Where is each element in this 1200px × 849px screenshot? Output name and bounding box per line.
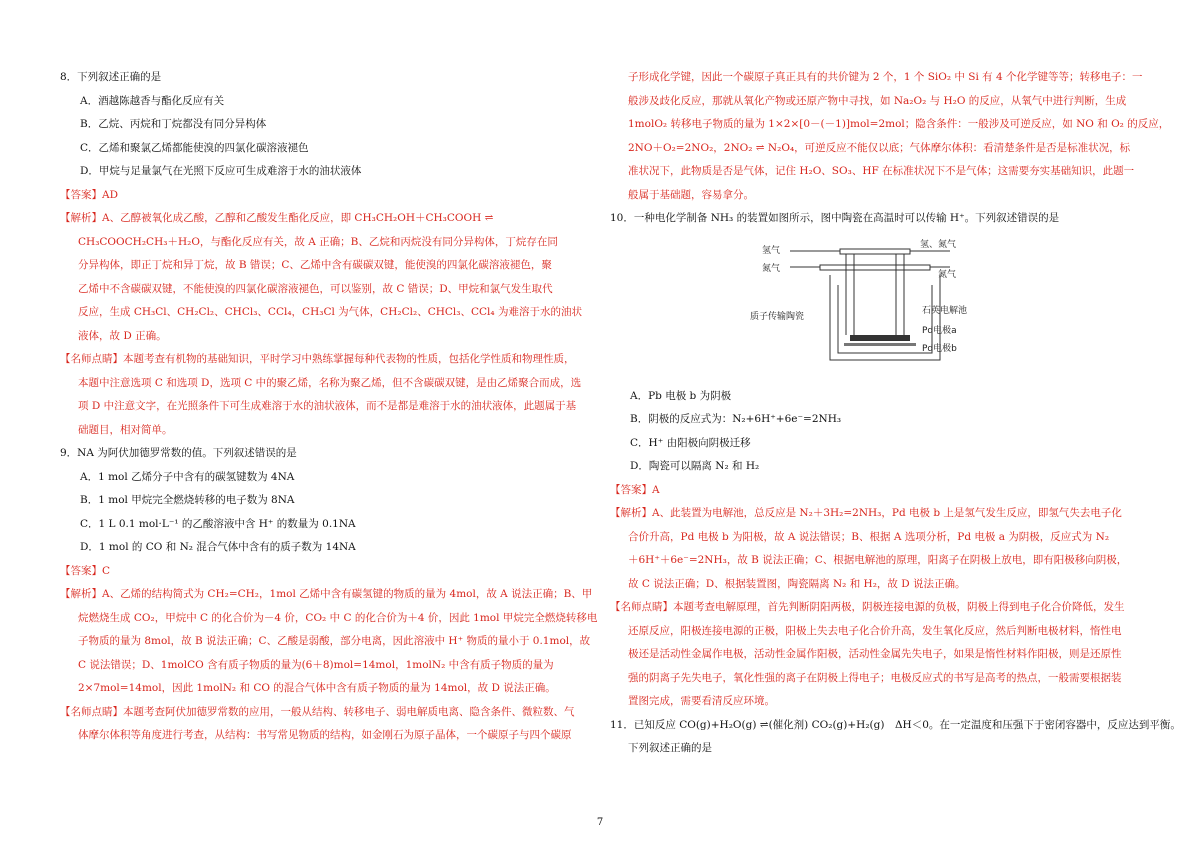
label-electrode-a: Pd电极a (922, 325, 957, 336)
text-line: A．Pb 电极 b 为阴极 (630, 389, 732, 402)
text-line: 2×7mol=14mol，因此 1molN₂ 和 CO 的混合气体中含有质子物质的量为 14mol，故 D 说法正确。 (78, 682, 556, 694)
text-line: D．1 mol 的 CO 和 N₂ 混合气体中含有的质子数为 14NA (80, 541, 356, 553)
text-line: 乙烯中不含碳碳双键，不能使溴的四氯化碳溶液褪色，可以鉴别，故 C 错误；D、甲烷和氯气发生取代 (78, 282, 553, 295)
text-line: 子物质的量为 8mol，故 B 说法正确；C、乙酸是弱酸，部分电离，因此溶液中 H⁺ 物质的量小于 0.1mol，故 (78, 635, 591, 647)
text-line: C．1 L 0.1 mol·L⁻¹ 的乙酸溶液中含 H⁺ 的数量为 0.1NA (80, 517, 356, 530)
text-line: 反应，生成 CH₃Cl、CH₂Cl₂、CHCl₃、CCl₄，CH₃Cl 为气体，CH₂Cl₂、CHCl₃、CCl₄ 为难溶于水的油状 (78, 306, 582, 318)
text-line: 极还是活动性金属作电极，活动性金属作阳极，活动性金属先失电子，如果是惰性材料作阳极，则是还原性 (628, 648, 1122, 660)
text-line: B．1 mol 甲烷完全燃烧转移的电子数为 8NA (80, 494, 295, 506)
inlet-tubes (846, 254, 904, 335)
text-line: 8．下列叙述正确的是 (60, 71, 162, 83)
mid-pipe-n2 (820, 265, 930, 270)
text-line: A．酒越陈越香与酯化反应有关 (80, 94, 225, 107)
text-line: 【名师点睛】本题考查电解原理，首先判断阴阳两极，阴极连接电源的负极，阴极上得到电子化合价降低，发生 (610, 601, 1125, 613)
text-line: 项 D 中注意文字，在光照条件下可生成难溶于水的油状液体，而不是都是难溶于水的油状液体，此题属于基 (78, 400, 577, 412)
quartz-cell-inner (838, 285, 932, 353)
text-line: A．1 mol 乙烯分子中含有的碳氢键数为 4NA (80, 470, 295, 483)
text-line: 还原反应，阳极连接电源的正极，阳极上失去电子化合价升高，发生氧化反应，然后判断电极材料，惰性电 (628, 624, 1122, 637)
text-line: 置图完成，需要看清反应环境。 (628, 695, 775, 707)
text-line: 11．已知反应 CO(g)+H₂O(g) ⇌(催化剂) CO₂(g)+H₂(g) ΔH＜0。在一定温度和压强下于密闭容器中，反应达到平衡。 (610, 718, 1181, 731)
text-line: 强的阴离子先失电子，氧化性强的离子在阴极上得电子；电极反应式的书写是高考的热点，一般需要根据装 (628, 671, 1122, 684)
electrolysis-apparatus-figure (750, 235, 980, 375)
page-number: 7 (596, 817, 604, 828)
text-line: 1molO₂ 转移电子物质的量为 1×2×[0－(－1)]mol=2mol；隐含条件：一般涉及可逆反应，如 NO 和 O₂ 的反应， (628, 118, 1170, 130)
text-line: D．甲烷与足量氯气在光照下反应可生成难溶于水的油状液体 (80, 165, 362, 177)
pd-electrode-b (844, 343, 916, 346)
text-line: 体摩尔体积等角度进行考查，从结构：书写常见物质的结构，如金刚石为原子晶体，一个碳原子与四个碳原 (78, 729, 572, 741)
text-line: 9．NA 为阿伏加德罗常数的值。下列叙述错误的是 (60, 447, 297, 459)
text-line: 础题目，相对简单。 (78, 423, 173, 436)
left-column (60, 66, 598, 748)
text-line: 【答案】A (610, 483, 660, 496)
text-line: 准状况下，此物质是否是气体，记住 H₂O、SO₃、HF 在标准状况下不是气体；这需要夯实基础知识，此题一 (628, 165, 1135, 177)
text-line: 【答案】AD (60, 188, 119, 201)
label-out-top: 氢、氮气 (920, 239, 957, 250)
text-line: 下列叙述正确的是 (628, 742, 712, 754)
text-line: 2NO＋O₂=2NO₂，2NO₂ ⇌ N₂O₄，可逆反应不能仅以底；气体摩尔体积：看清楚条件是否是标准状况，标 (628, 141, 1131, 154)
text-line: B．阴极的反应式为：N₂+6H⁺+6e⁻=2NH₃ (630, 413, 842, 425)
text-line: 液体，故 D 正确。 (78, 329, 167, 342)
label-ceramic: 质子传输陶瓷 (750, 311, 805, 322)
text-line: 分异构体，即正丁烷和异丁烷，故 B 错误；C、乙烯中含有碳碳双键，能使溴的四氯化碳溶液褪色，聚 (78, 259, 552, 271)
text-line: CH₃COOCH₂CH₃＋H₂O，与酯化反应有关，故 A 正确；B、乙烷和丙烷没有同分异构体，丁烷存在同 (78, 235, 558, 248)
label-pool: 石英电解池 (922, 305, 968, 316)
text-line: 【解析】A、乙醇被氧化成乙酸，乙醇和乙酸发生酯化反应，即 CH₃CH₂OH＋CH₃COOH ⇌ (60, 212, 494, 224)
text-line: 【答案】C (60, 564, 111, 577)
text-line: 般属于基础题，容易拿分。 (628, 188, 754, 201)
text-line: 【解析】A、此装置为电解池，总反应是 N₂＋3H₂=2NH₃，Pd 电极 b 上是氢气发生反应，即氢气失去电子化 (610, 507, 1122, 519)
text-line: B．乙烷、丙烷和丁烷都没有同分异构体 (80, 118, 267, 130)
label-out-mid: 氮气 (938, 269, 957, 280)
text-line: 【名师点睛】本题考查有机物的基础知识，平时学习中熟练掌握每种代表物的性质，包括化学性质和物理性质， (60, 353, 575, 365)
text-line: 合价升高，Pd 电极 b 为阳极，故 A 说法错误；B、根据 A 选项分析，Pd 电极 a 为阴极，反应式为 N₂ (628, 530, 1110, 543)
pd-electrode-a (850, 335, 910, 341)
text-line: 【名师点睛】本题考查阿伏加德罗常数的应用，一般从结构、转移电子、弱电解质电离、隐含条件、微粒数、气 (60, 705, 575, 718)
label-hydrogen: 氢气 (762, 245, 781, 256)
text-line: D．陶瓷可以隔离 N₂ 和 H₂ (630, 460, 760, 472)
text-line: 子形成化学键，因此一个碳原子真正具有的共价键为 2 个，1 个 SiO₂ 中 Si 有 4 个化学键等等；转移电子：一 (628, 71, 1143, 83)
right-column (610, 66, 1181, 761)
text-line: 本题中注意选项 C 和选项 D，选项 C 中的聚乙烯，名称为聚乙烯，但不含碳碳双键，是由乙烯聚合而成，选 (78, 376, 582, 389)
text-line: C．乙烯和聚氯乙烯都能使溴的四氯化碳溶液褪色 (80, 141, 309, 154)
text-line: C．H⁺ 由阳极向阴极迁移 (630, 436, 751, 449)
text-line: 【解析】A、乙烯的结构简式为 CH₂=CH₂，1mol 乙烯中含有碳氢键的物质的量为 4mol，故 A 说法正确；B、甲 (60, 588, 593, 600)
top-pipe-h2 (840, 249, 910, 254)
text-line: 10．一种电化学制备 NH₃ 的装置如图所示，图中陶瓷在高温时可以传输 H⁺。下列叙述错误的是 (610, 212, 1060, 224)
text-line: 烷燃烧生成 CO₂，甲烷中 C 的化合价为－4 价，CO₂ 中 C 的化合价为＋4 价，因此 1mol 甲烷完全燃烧转移电 (78, 611, 598, 624)
text-line: C 说法错误；D、1molCO 含有质子物质的量为(6＋8)mol=14mol，1molN₂ 中含有质子物质的量为 (78, 658, 554, 671)
label-electrode-b: Pd电极b (922, 343, 957, 354)
text-line: 般涉及歧化反应，那就从氧化产物或还原产物中寻找，如 Na₂O₂ 与 H₂O 的反应，从氧气中进行判断，生成 (628, 94, 1127, 107)
text-line: 故 C 说法正确；D、根据装置图，陶瓷隔离 N₂ 和 H₂，故 D 说法正确。 (628, 577, 966, 590)
text-line: ＋6H⁺＋6e⁻=2NH₃，故 B 说法正确；C、根据电解池的原理，阳离子在阴极上放电，即有阳极移向阴极， (628, 554, 1128, 566)
label-nitrogen: 氮气 (762, 263, 781, 274)
